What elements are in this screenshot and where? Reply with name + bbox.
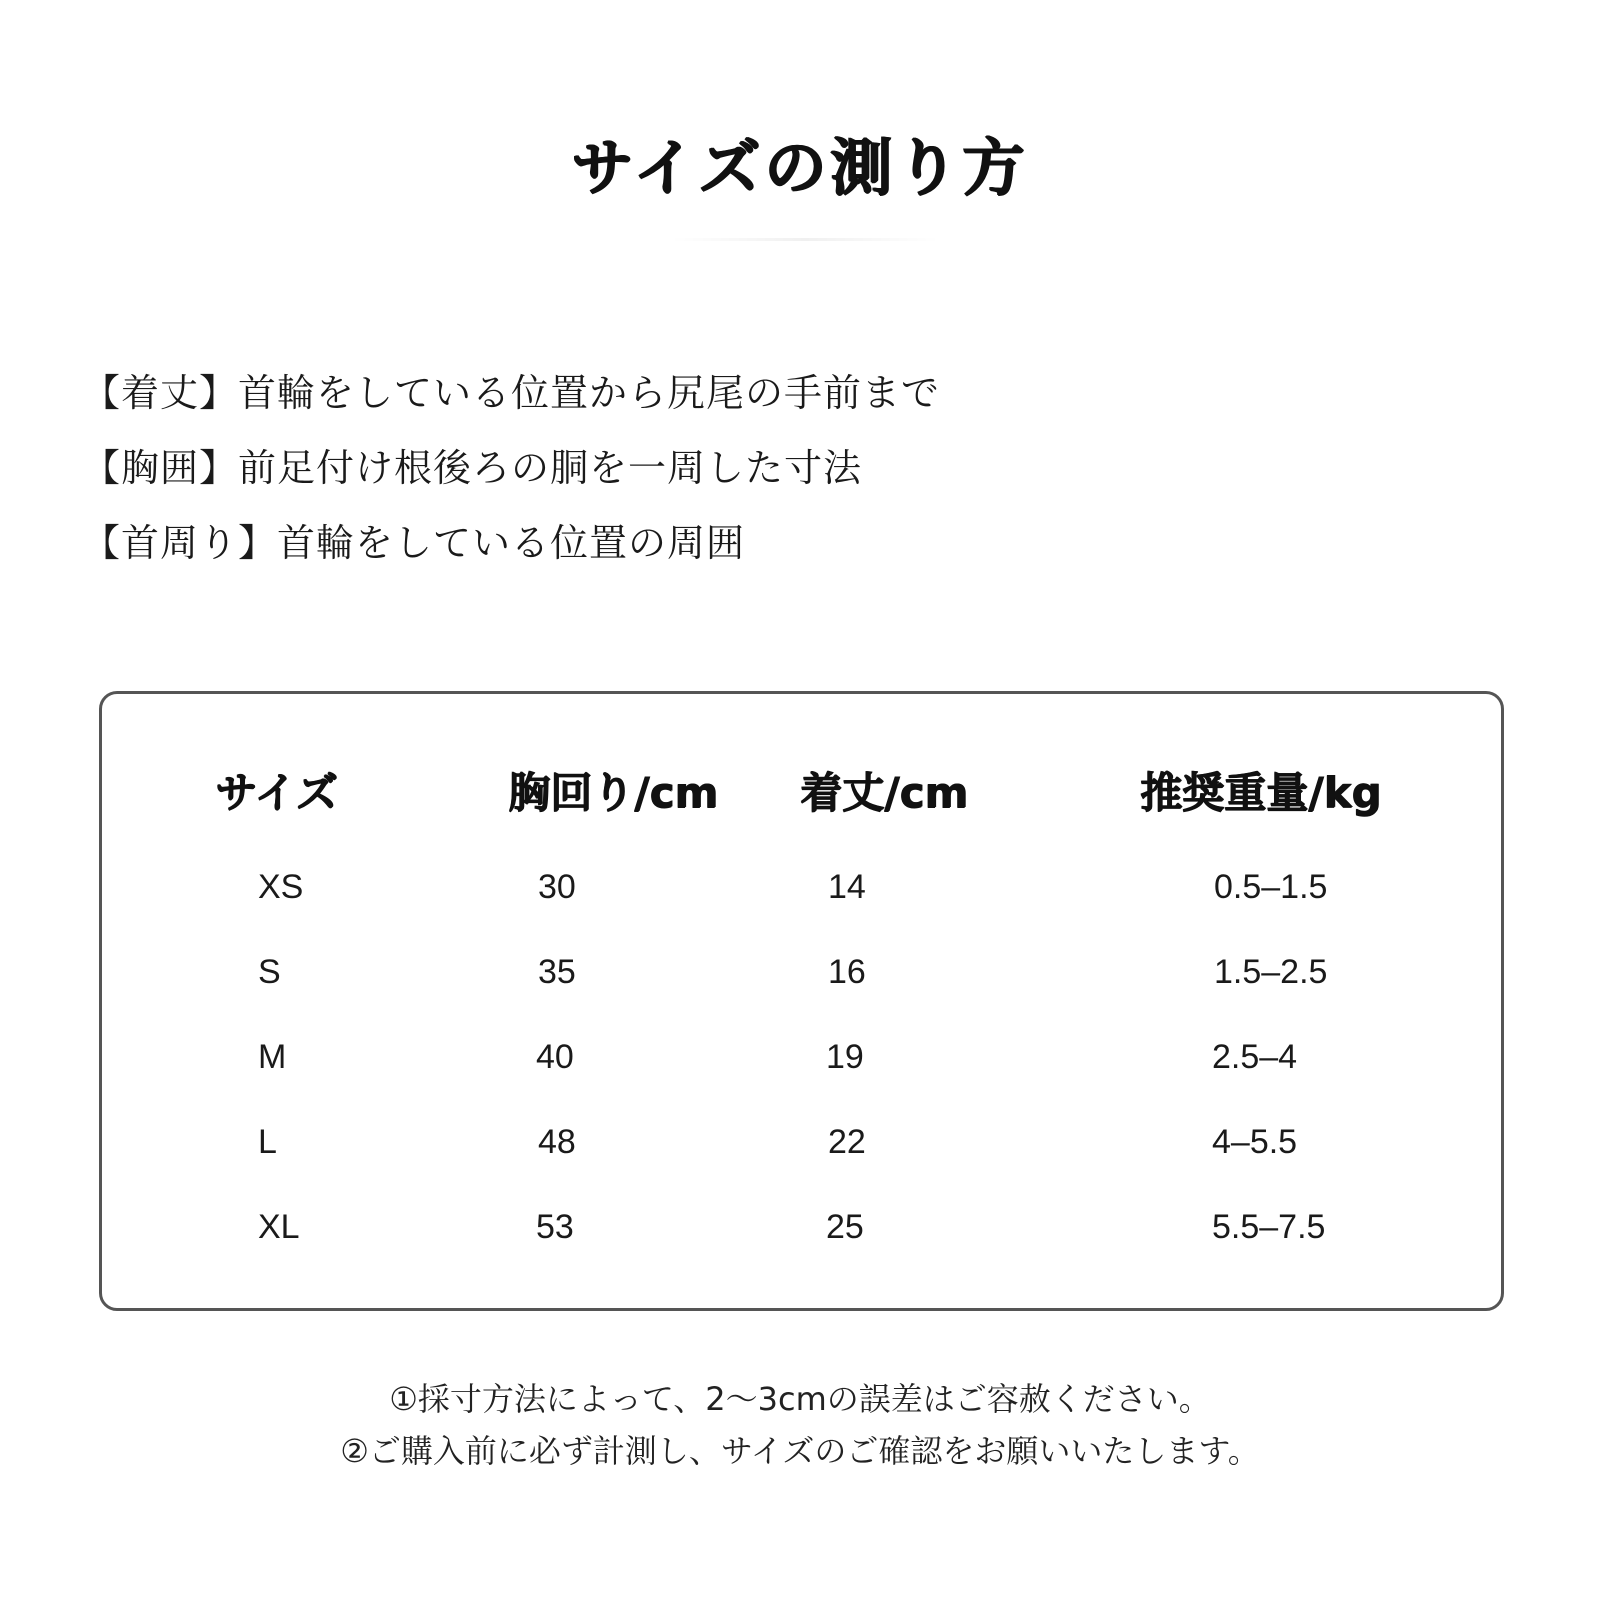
title-underline — [670, 238, 940, 241]
notes — [0, 1373, 1600, 1477]
note-measure-before-purchase: ②ご購入前に必ず計測し、サイズのご確認をお願いいたします。 — [340, 1432, 1260, 1470]
table-cell-chest: 40 — [536, 1038, 574, 1076]
table-cell-length: 22 — [828, 1123, 866, 1161]
header-length: 着丈/cm — [800, 768, 969, 817]
note-measurement-error: ①採寸方法によって、2～3cmの誤差はご容赦ください。 — [389, 1380, 1211, 1418]
table-cell-weight: 4–5.5 — [1212, 1123, 1298, 1161]
definition-length: 【着丈】首輪をしている位置から尻尾の手前まで — [82, 371, 941, 415]
table-cell-size: S — [258, 953, 281, 991]
page-title: サイズの測り方 — [571, 131, 1029, 204]
table-cell-weight: 2.5–4 — [1212, 1038, 1298, 1076]
table-cell-chest: 35 — [538, 953, 576, 991]
table-cell-length: 25 — [826, 1208, 864, 1246]
table-cell-length: 14 — [828, 868, 866, 906]
table-cell-weight: 1.5–2.5 — [1214, 953, 1328, 991]
table-cell-chest: 53 — [536, 1208, 574, 1246]
table-cell-chest: 30 — [538, 868, 576, 906]
header-chest: 胸回り/cm — [508, 768, 719, 817]
header-weight: 推奨重量/kg — [1140, 768, 1382, 817]
table-cell-length: 19 — [826, 1038, 864, 1076]
header-size: サイズ — [215, 768, 338, 817]
table-cell-size: M — [258, 1038, 287, 1076]
measurement-definitions — [82, 368, 940, 593]
table-cell-length: 16 — [828, 953, 866, 991]
table-cell-size: L — [258, 1123, 277, 1161]
table-cell-size: XL — [258, 1208, 300, 1246]
table-cell-size: XS — [258, 868, 304, 906]
definition-chest: 【胸囲】前足付け根後ろの胴を一周した寸法 — [82, 446, 863, 490]
definition-neck: 【首周り】首輪をしている位置の周囲 — [82, 521, 746, 565]
table-cell-weight: 0.5–1.5 — [1214, 868, 1328, 906]
table-cell-weight: 5.5–7.5 — [1212, 1208, 1326, 1246]
table-cell-chest: 48 — [538, 1123, 576, 1161]
